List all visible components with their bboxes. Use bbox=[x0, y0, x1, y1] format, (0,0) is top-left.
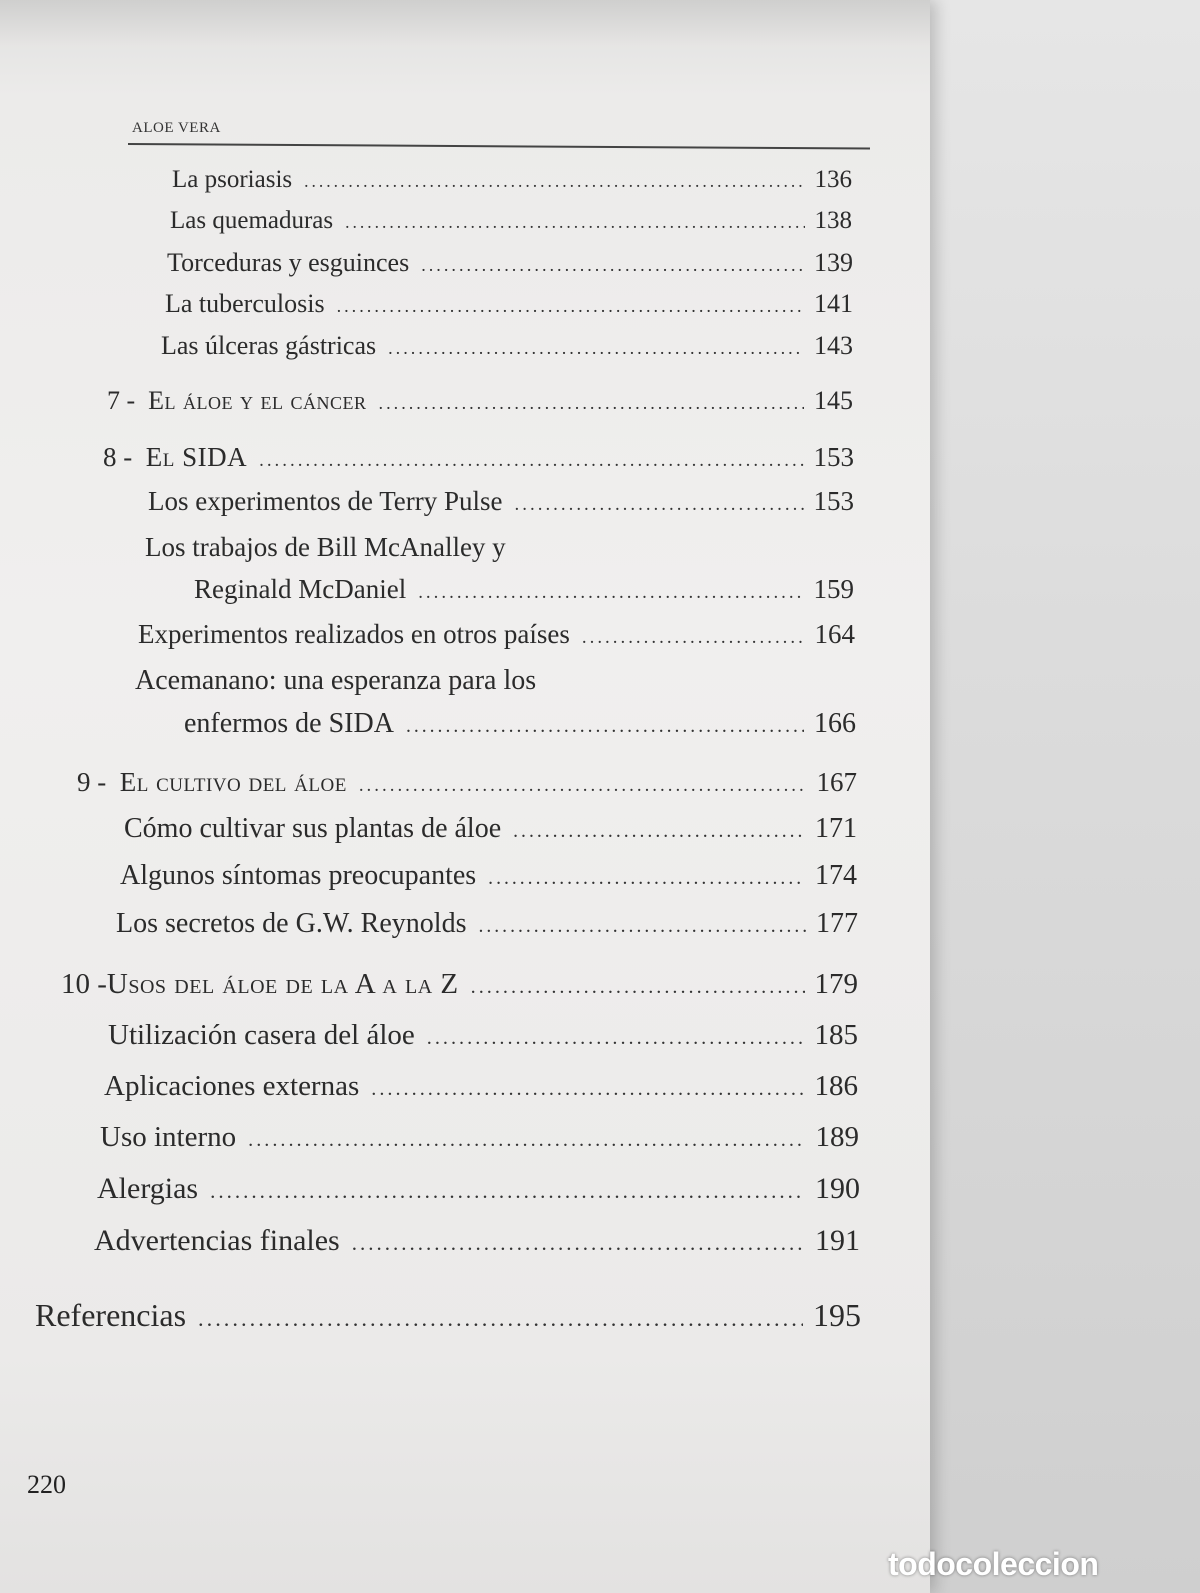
dot-leader bbox=[421, 255, 804, 276]
toc-entry-label: Reginald McDaniel bbox=[194, 574, 407, 604]
dot-leader bbox=[379, 393, 804, 414]
dot-leader bbox=[304, 171, 804, 192]
toc-chapter-label bbox=[61, 968, 459, 1001]
toc-entry-referencias bbox=[35, 1297, 861, 1334]
dot-leader bbox=[488, 868, 805, 890]
dot-leader bbox=[388, 338, 804, 359]
toc-chapter-8 bbox=[103, 442, 854, 473]
toc-entry-torceduras bbox=[167, 248, 853, 278]
toc-chapter-label bbox=[77, 767, 347, 798]
chapter-number: 10 - bbox=[61, 968, 107, 1000]
dot-leader bbox=[371, 1078, 804, 1101]
toc-page-number: 138 bbox=[814, 207, 852, 234]
dot-leader bbox=[352, 1231, 805, 1256]
dot-leader bbox=[478, 916, 806, 938]
chapter-number: 7 - bbox=[107, 386, 136, 415]
dot-leader bbox=[248, 1129, 805, 1152]
toc-entry-acemanano-line1: Acemanano: una esperanza para los bbox=[135, 665, 537, 696]
dot-leader bbox=[427, 1027, 805, 1050]
toc-page-number: 139 bbox=[814, 248, 853, 277]
toc-entry-externas bbox=[104, 1070, 858, 1103]
dot-leader bbox=[513, 821, 805, 843]
dot-leader bbox=[471, 976, 805, 999]
toc-chapter-7 bbox=[107, 386, 853, 416]
dot-leader bbox=[198, 1306, 803, 1332]
toc-entry-label: Referencias bbox=[35, 1297, 187, 1333]
dot-leader bbox=[406, 716, 804, 738]
toc-entry-label: La tuberculosis bbox=[165, 289, 325, 318]
toc-page-number: 143 bbox=[814, 331, 853, 360]
dot-leader bbox=[359, 775, 807, 797]
toc-entry-alergias bbox=[97, 1172, 860, 1206]
dot-leader bbox=[210, 1179, 805, 1204]
toc-entry-quemaduras bbox=[170, 207, 852, 235]
dot-leader bbox=[418, 582, 803, 604]
toc-entry-label: Las úlceras gástricas bbox=[161, 331, 377, 360]
toc-entry-como-cultivar bbox=[124, 813, 857, 845]
background-surface bbox=[905, 0, 1200, 1593]
toc-page-number: 159 bbox=[813, 574, 854, 604]
toc-page-number: 191 bbox=[815, 1224, 860, 1257]
toc-page-number: 185 bbox=[814, 1019, 858, 1051]
chapter-number: 9 - bbox=[77, 767, 107, 797]
running-header: ALOE VERA bbox=[132, 120, 221, 136]
toc-entry-ulceras bbox=[161, 331, 853, 361]
toc-entry-label: Advertencias finales bbox=[94, 1224, 340, 1257]
toc-entry-label: Torceduras y esguinces bbox=[167, 248, 410, 277]
chapter-title: Usos del áloe de la A a la Z bbox=[106, 968, 459, 1000]
toc-page-number: 189 bbox=[815, 1121, 859, 1153]
toc-page-number: 145 bbox=[814, 386, 853, 415]
toc-entry-label: Alergias bbox=[97, 1172, 199, 1205]
toc-chapter-9 bbox=[77, 767, 857, 798]
toc-entry-label: Uso interno bbox=[100, 1121, 237, 1153]
toc-chapter-label bbox=[103, 442, 247, 473]
toc-entry-label: La psoriasis bbox=[172, 166, 293, 193]
toc-entry-sintomas bbox=[120, 860, 857, 892]
dot-leader bbox=[259, 450, 803, 472]
toc-entry-label: Los experimentos de Terry Pulse bbox=[148, 486, 503, 516]
toc-page-number: 153 bbox=[813, 486, 854, 516]
toc-page-number: 186 bbox=[814, 1070, 858, 1102]
chapter-title: El cultivo del áloe bbox=[119, 767, 347, 797]
toc-entry-label: Utilización casera del áloe bbox=[108, 1019, 415, 1051]
page-number: 220 bbox=[27, 1470, 66, 1499]
chapter-title: El SIDA bbox=[145, 442, 248, 472]
toc-page-number: 166 bbox=[814, 708, 856, 739]
chapter-title: El áloe y el cáncer bbox=[148, 386, 367, 415]
dot-leader bbox=[345, 212, 804, 233]
toc-chapter-10 bbox=[61, 968, 858, 1001]
toc-page-number: 195 bbox=[813, 1297, 861, 1333]
toc-entry-label: Las quemaduras bbox=[170, 207, 334, 234]
toc-entry-label: Algunos síntomas preocupantes bbox=[120, 860, 477, 891]
toc-entry-label: Cómo cultivar sus plantas de áloe bbox=[124, 813, 502, 844]
toc-entry-label: enfermos de SIDA bbox=[184, 708, 394, 739]
toc-entry-otros-paises bbox=[138, 619, 855, 650]
dot-leader bbox=[582, 627, 805, 649]
toc-entry-advertencias bbox=[94, 1224, 860, 1258]
toc-entry-mcanalley bbox=[194, 574, 854, 605]
toc-page-number: 141 bbox=[814, 289, 853, 318]
toc-chapter-label bbox=[107, 386, 367, 416]
toc-entry-label: Experimentos realizados en otros países bbox=[138, 619, 570, 649]
toc-page-number: 179 bbox=[814, 968, 858, 1000]
toc-page-number: 190 bbox=[815, 1172, 860, 1205]
toc-entry-terry-pulse bbox=[148, 486, 854, 517]
toc-entry-label: Aplicaciones externas bbox=[104, 1070, 360, 1102]
toc-entry-psoriasis bbox=[172, 166, 852, 194]
toc-entry-casera bbox=[108, 1019, 858, 1052]
toc-page-number: 177 bbox=[816, 908, 858, 939]
toc-entry-reynolds bbox=[116, 908, 858, 940]
toc-page-number: 153 bbox=[813, 442, 854, 472]
toc-entry-mcanalley-line1: Los trabajos de Bill McAnalley y bbox=[145, 532, 506, 562]
dot-leader bbox=[337, 296, 804, 317]
toc-entry-acemanano bbox=[184, 708, 856, 740]
dot-leader bbox=[515, 494, 804, 516]
toc-page-number: 136 bbox=[814, 166, 852, 193]
toc-entry-interno bbox=[100, 1121, 859, 1154]
toc-page-number: 174 bbox=[815, 860, 857, 891]
toc-entry-label: Los secretos de G.W. Reynolds bbox=[116, 908, 467, 939]
watermark-logo: todocoleccion bbox=[888, 1546, 1099, 1582]
toc-entry-tuberculosis bbox=[165, 289, 853, 319]
chapter-number: 8 - bbox=[103, 442, 133, 472]
toc-page-number: 164 bbox=[814, 619, 855, 649]
toc-page-number: 167 bbox=[816, 767, 857, 797]
toc-page-number: 171 bbox=[815, 813, 857, 844]
